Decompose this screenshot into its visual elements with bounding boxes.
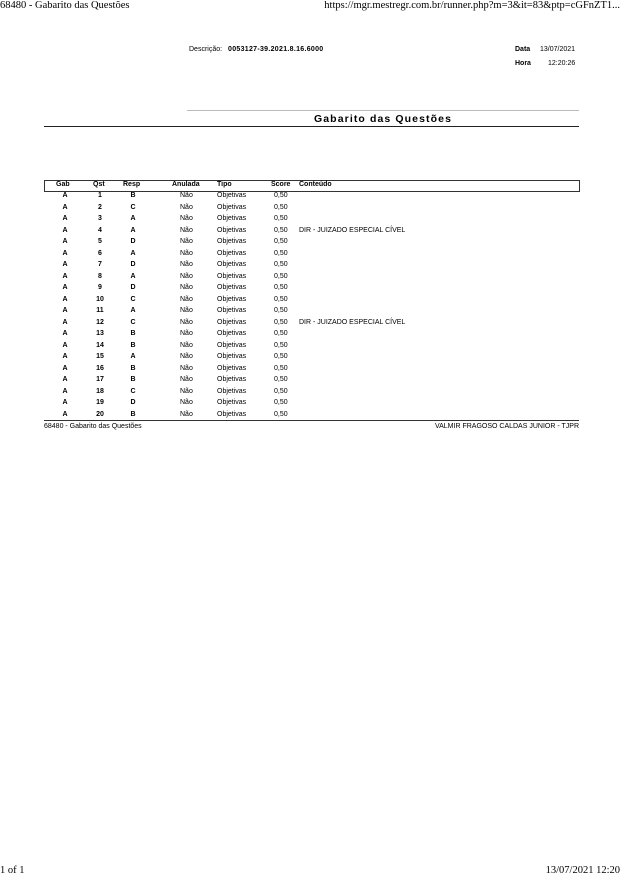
cell-qst: 1 <box>98 192 102 199</box>
cell-qst: 10 <box>96 295 104 303</box>
cell-conteudo: DIR - JUIZADO ESPECIAL CÍVEL <box>299 318 406 326</box>
report-footer-right: VALMIR FRAGOSO CALDAS JUNIOR - TJPR <box>434 423 579 430</box>
column-header-conteudo: Conteúdo <box>299 181 332 188</box>
cell-qst: 19 <box>96 399 104 406</box>
table-row <box>0 192 620 204</box>
cell-resp: D <box>130 284 136 291</box>
cell-tipo: Objetivas <box>217 376 247 383</box>
cell-gab: A <box>62 330 68 337</box>
table-row <box>0 204 620 216</box>
cell-score: 0,50 <box>274 399 288 406</box>
cell-tipo: Objetivas <box>217 192 247 199</box>
cell-score: 0,50 <box>274 203 288 211</box>
cell-resp: B <box>130 376 136 383</box>
cell-resp: A <box>130 307 136 314</box>
table-row <box>0 215 620 227</box>
cell-qst: 8 <box>98 272 102 280</box>
title-rule-top <box>187 110 579 111</box>
cell-tipo: Objetivas <box>217 341 247 349</box>
column-header-anulada: Anulada <box>172 181 200 188</box>
cell-resp: A <box>130 215 136 222</box>
cell-qst: 13 <box>96 330 104 337</box>
cell-qst: 5 <box>98 238 102 245</box>
report-footer-left: 68480 - Gabarito das Questões <box>44 423 142 430</box>
column-header-score: Score <box>271 181 291 188</box>
cell-resp: B <box>130 192 136 199</box>
cell-anulada: Não <box>180 307 193 314</box>
cell-resp: D <box>130 399 136 406</box>
cell-anulada: Não <box>180 353 193 360</box>
title-rule-bottom <box>44 126 579 127</box>
cell-qst: 14 <box>96 341 104 349</box>
cell-resp: A <box>130 272 136 280</box>
cell-resp: B <box>130 341 136 349</box>
cell-tipo: Objetivas <box>217 295 247 303</box>
table-row <box>0 238 620 250</box>
cell-qst: 20 <box>96 410 104 418</box>
cell-resp: A <box>130 249 136 257</box>
table-row <box>0 342 620 354</box>
description-label: Descrição: <box>189 46 223 53</box>
cell-qst: 12 <box>96 318 104 326</box>
cell-score: 0,50 <box>274 353 288 360</box>
cell-gab: A <box>62 341 68 349</box>
cell-anulada: Não <box>180 341 193 349</box>
cell-anulada: Não <box>180 295 193 303</box>
cell-score: 0,50 <box>274 387 288 395</box>
cell-tipo: Objetivas <box>217 307 247 314</box>
table-row <box>0 307 620 319</box>
column-header-tipo: Tipo <box>217 181 232 188</box>
cell-tipo: Objetivas <box>217 318 247 326</box>
cell-tipo: Objetivas <box>217 284 247 291</box>
cell-anulada: Não <box>180 215 193 222</box>
date-label: Data <box>515 46 531 53</box>
cell-gab: A <box>62 238 68 245</box>
browser-url: https://mgr.mestregr.com.br/runner.php?m=3&it=83&ptp=cGFnZT1... <box>324 0 620 11</box>
cell-resp: D <box>130 238 136 245</box>
cell-score: 0,50 <box>274 238 288 245</box>
table-row <box>0 227 620 239</box>
cell-gab: A <box>62 399 68 406</box>
cell-score: 0,50 <box>274 272 288 280</box>
cell-gab: A <box>62 376 68 383</box>
cell-resp: C <box>130 203 136 211</box>
table-row <box>0 399 620 411</box>
cell-tipo: Objetivas <box>217 261 247 268</box>
cell-anulada: Não <box>180 399 193 406</box>
cell-qst: 9 <box>98 284 102 291</box>
cell-tipo: Objetivas <box>217 272 247 280</box>
cell-gab: A <box>62 295 68 303</box>
cell-resp: C <box>130 387 136 395</box>
cell-qst: 15 <box>96 353 104 360</box>
cell-gab: A <box>62 203 68 211</box>
cell-tipo: Objetivas <box>217 399 247 406</box>
cell-gab: A <box>62 318 68 326</box>
cell-gab: A <box>62 353 68 360</box>
table-row <box>0 376 620 388</box>
cell-anulada: Não <box>180 226 193 234</box>
cell-tipo: Objetivas <box>217 203 247 211</box>
cell-qst: 6 <box>98 249 102 257</box>
cell-qst: 4 <box>98 226 102 234</box>
time-value: 12:20:26 <box>548 60 576 67</box>
cell-tipo: Objetivas <box>217 215 247 222</box>
cell-resp: C <box>130 295 136 303</box>
cell-resp: B <box>130 410 136 418</box>
cell-score: 0,50 <box>274 261 288 268</box>
cell-tipo: Objetivas <box>217 353 247 360</box>
cell-tipo: Objetivas <box>217 238 247 245</box>
cell-anulada: Não <box>180 330 193 337</box>
cell-score: 0,50 <box>274 215 288 222</box>
cell-anulada: Não <box>180 261 193 268</box>
cell-tipo: Objetivas <box>217 410 247 418</box>
cell-anulada: Não <box>180 410 193 418</box>
table-row <box>0 250 620 262</box>
table-row <box>0 261 620 273</box>
column-header-gab: Gab <box>56 181 70 188</box>
cell-gab: A <box>62 410 68 418</box>
cell-score: 0,50 <box>274 410 288 418</box>
cell-gab: A <box>62 226 68 234</box>
cell-score: 0,50 <box>274 307 288 314</box>
cell-tipo: Objetivas <box>217 226 247 234</box>
cell-resp: C <box>130 318 136 326</box>
cell-anulada: Não <box>180 318 193 326</box>
page-title: Gabarito das Questões <box>313 113 453 125</box>
cell-qst: 17 <box>96 376 104 383</box>
cell-gab: A <box>62 215 68 222</box>
cell-conteudo: DIR - JUIZADO ESPECIAL CÍVEL <box>299 226 406 234</box>
table-row <box>0 353 620 365</box>
cell-gab: A <box>62 284 68 291</box>
cell-qst: 18 <box>96 387 104 395</box>
cell-gab: A <box>62 249 68 257</box>
cell-tipo: Objetivas <box>217 330 247 337</box>
cell-qst: 3 <box>98 215 102 222</box>
time-label: Hora <box>515 60 531 67</box>
cell-gab: A <box>62 192 68 199</box>
cell-anulada: Não <box>180 284 193 291</box>
cell-resp: B <box>130 364 136 372</box>
cell-anulada: Não <box>180 387 193 395</box>
cell-qst: 11 <box>96 307 104 314</box>
cell-anulada: Não <box>180 203 193 211</box>
cell-score: 0,50 <box>274 192 288 199</box>
table-row <box>0 284 620 296</box>
table-row <box>0 296 620 308</box>
cell-anulada: Não <box>180 364 193 372</box>
cell-tipo: Objetivas <box>217 387 247 395</box>
browser-page-title: 68480 - Gabarito das Questões <box>0 0 130 11</box>
cell-anulada: Não <box>180 238 193 245</box>
table-row <box>0 388 620 400</box>
cell-score: 0,50 <box>274 341 288 349</box>
cell-qst: 7 <box>98 261 102 268</box>
description-value: 0053127-39.2021.8.16.6000 <box>228 46 324 53</box>
cell-anulada: Não <box>180 192 193 199</box>
table-row <box>0 365 620 377</box>
table-row <box>0 319 620 331</box>
cell-resp: A <box>130 353 136 360</box>
column-header-resp: Resp <box>123 181 141 188</box>
column-header-qst: Qst <box>93 181 105 188</box>
cell-resp: D <box>130 261 136 268</box>
cell-gab: A <box>62 387 68 395</box>
cell-qst: 16 <box>96 364 104 372</box>
cell-gab: A <box>62 364 68 372</box>
cell-tipo: Objetivas <box>217 249 247 257</box>
cell-tipo: Objetivas <box>217 364 247 372</box>
table-row <box>0 273 620 285</box>
cell-qst: 2 <box>98 203 102 211</box>
cell-anulada: Não <box>180 249 193 257</box>
date-value: 13/07/2021 <box>540 46 576 53</box>
cell-score: 0,50 <box>274 364 288 372</box>
cell-score: 0,50 <box>274 284 288 291</box>
cell-anulada: Não <box>180 272 193 280</box>
cell-gab: A <box>62 261 68 268</box>
browser-page-count: 1 of 1 <box>0 865 25 876</box>
cell-gab: A <box>62 272 68 280</box>
cell-score: 0,50 <box>274 295 288 303</box>
cell-score: 0,50 <box>274 376 288 383</box>
cell-score: 0,50 <box>274 226 288 234</box>
table-bottom-rule <box>44 420 579 421</box>
cell-score: 0,50 <box>274 330 288 337</box>
table-row <box>0 330 620 342</box>
cell-score: 0,50 <box>274 249 288 257</box>
cell-resp: A <box>130 226 136 234</box>
cell-resp: B <box>130 330 136 337</box>
cell-gab: A <box>62 307 68 314</box>
cell-score: 0,50 <box>274 318 288 326</box>
browser-print-timestamp: 13/07/2021 12:20 <box>545 865 620 876</box>
cell-anulada: Não <box>180 376 193 383</box>
